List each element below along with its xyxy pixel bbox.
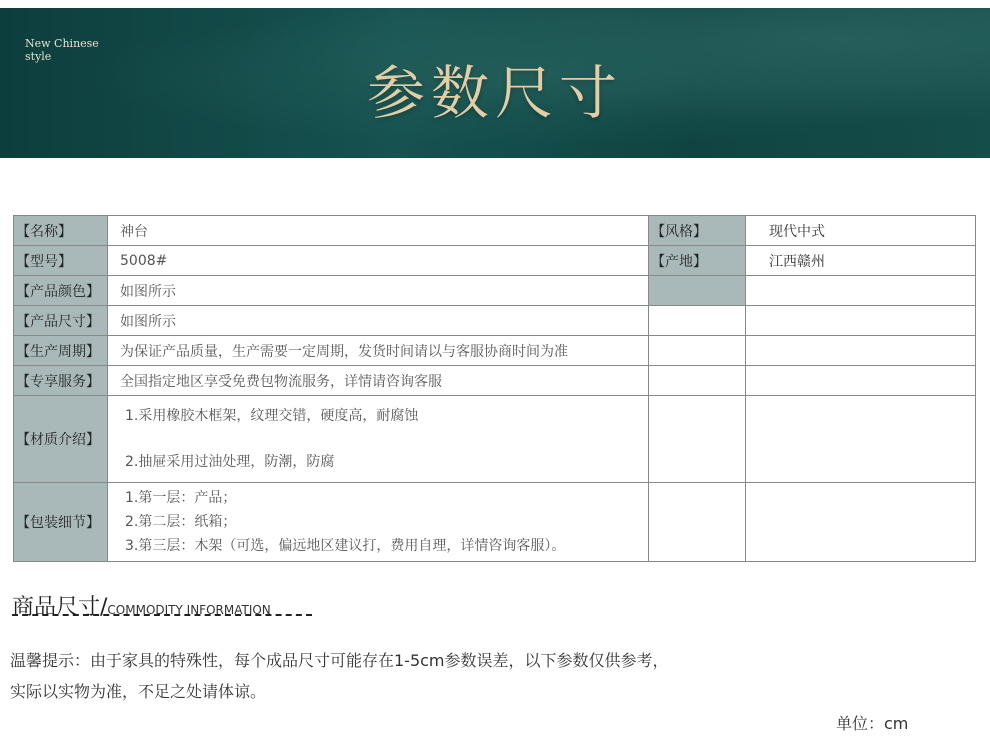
packing-label: 【包装细节】 xyxy=(14,483,108,562)
size-value: 如图所示 xyxy=(108,306,649,336)
packing-value xyxy=(108,483,649,562)
banner-title: 参数尺寸 xyxy=(366,59,623,127)
cycle-label: 【生产周期】 xyxy=(14,336,108,366)
empty-cell xyxy=(746,306,976,336)
empty-cell xyxy=(649,366,746,396)
section-title-en: COMMODITY INFORMATION xyxy=(107,603,271,617)
name-value: 神台 xyxy=(108,216,649,246)
empty-cell xyxy=(746,276,976,306)
packing-line: 1.第一层：产品； xyxy=(125,490,237,506)
table-row xyxy=(14,276,976,306)
service-value: 全国指定地区享受免费包物流服务，详情请咨询客服 xyxy=(108,366,649,396)
model-value: 5008# xyxy=(108,246,649,276)
name-label: 【名称】 xyxy=(14,216,108,246)
empty-cell xyxy=(746,366,976,396)
empty-label-cell xyxy=(649,276,746,306)
cycle-value: 为保证产品质量，生产需要一定周期，发货时间请以与客服协商时间为准 xyxy=(108,336,649,366)
table-row xyxy=(14,246,976,276)
packing-line: 3.第三层：木架（可选，偏远地区建议打，费用自理，详情咨询客服）。 xyxy=(125,538,566,554)
origin-value: 江西赣州 xyxy=(746,246,976,276)
section-title-zh: 商品尺寸/ xyxy=(12,595,108,620)
material-value xyxy=(108,396,649,483)
table-row xyxy=(14,396,976,483)
service-label: 【专享服务】 xyxy=(14,366,108,396)
empty-cell xyxy=(649,306,746,336)
model-label: 【型号】 xyxy=(14,246,108,276)
banner-subtitle: New Chinese style xyxy=(25,37,99,63)
spec-table xyxy=(13,215,976,562)
empty-cell xyxy=(649,336,746,366)
table-row xyxy=(14,366,976,396)
header-banner xyxy=(0,8,990,158)
empty-cell xyxy=(649,396,746,483)
color-value: 如图所示 xyxy=(108,276,649,306)
material-line: 2.抽屉采用过油处理，防潮，防腐 xyxy=(125,454,335,470)
tip-line-2: 实际以实物为准，不足之处请体谅。 xyxy=(10,682,267,701)
empty-cell xyxy=(746,396,976,483)
tip-line-1: 温馨提示：由于家具的特殊性，每个成品尺寸可能存在1-5cm参数误差，以下参数仅供参考， xyxy=(10,651,669,670)
material-label: 【材质介绍】 xyxy=(14,396,108,483)
empty-cell xyxy=(746,336,976,366)
origin-label: 【产地】 xyxy=(649,246,746,276)
empty-cell xyxy=(649,483,746,562)
color-label: 【产品颜色】 xyxy=(14,276,108,306)
section-divider xyxy=(12,614,312,616)
size-label: 【产品尺寸】 xyxy=(14,306,108,336)
empty-cell xyxy=(746,483,976,562)
table-row xyxy=(14,216,976,246)
style-label: 【风格】 xyxy=(649,216,746,246)
section-title xyxy=(12,590,271,621)
unit-label: 单位：cm xyxy=(836,714,909,733)
table-row xyxy=(14,483,976,562)
table-row xyxy=(14,336,976,366)
style-value: 现代中式 xyxy=(746,216,976,246)
packing-line: 2.第二层：纸箱； xyxy=(125,514,237,530)
table-row xyxy=(14,306,976,336)
material-line: 1.采用橡胶木框架，纹理交错，硬度高，耐腐蚀 xyxy=(125,408,419,424)
